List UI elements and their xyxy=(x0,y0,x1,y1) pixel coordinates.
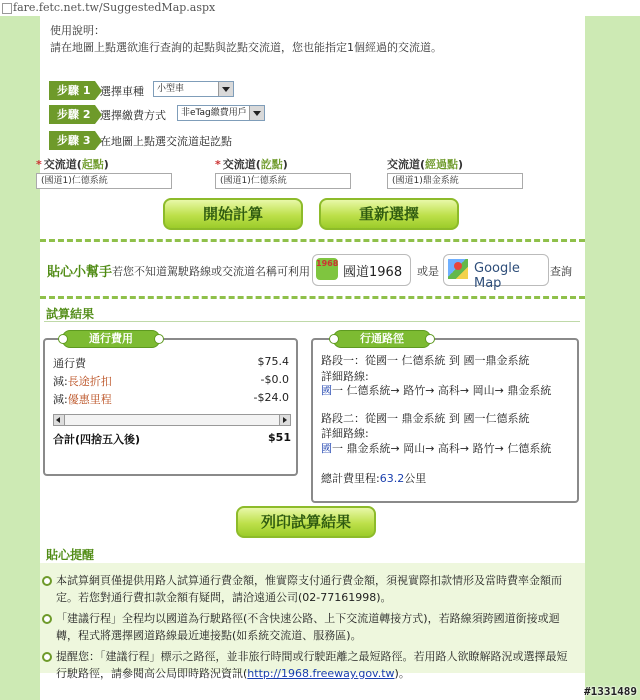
payment-method-select[interactable] xyxy=(177,105,265,121)
end-interchange-input[interactable]: (國道1)仁德系統 xyxy=(215,173,351,189)
bullet-icon xyxy=(42,576,52,586)
fee-panel xyxy=(43,338,298,476)
vehicle-type-select[interactable] xyxy=(153,81,234,97)
fee-row-discount-mileage: 減:優惠里程 -$24.0 xyxy=(53,391,289,406)
fee-total-row xyxy=(53,431,291,447)
freeway-info-link[interactable]: http://1968.freeway.gov.tw xyxy=(247,667,395,680)
results-title: 試算結果 xyxy=(46,307,95,321)
tip-item: 「建議行程」全程均以國道為行駛路徑(不含快速公路、上下交流道轉接方式)，若路線須跨國道銜接或迴轉，程式將選擇國道路線最近連接點(如系統交流道、服務區)。 xyxy=(56,610,576,644)
route-detail-2: 國一 鼎金系統→ 岡山→ 高科→ 路竹→ 仁德系統 xyxy=(321,442,552,455)
divider xyxy=(40,239,585,242)
route-segment-2: 路段二：從國一 鼎金系統 到 國一仁德系統 xyxy=(321,412,530,425)
bullet-icon xyxy=(42,614,52,624)
bullet-icon xyxy=(42,652,52,662)
or-text: 或是 xyxy=(417,265,439,278)
discount-mileage-link[interactable]: 優惠里程 xyxy=(67,393,112,406)
total-label: 合計(四捨五入後) xyxy=(53,433,141,446)
route-distance: 總計費里程:63.2公里 xyxy=(321,472,427,485)
step-1-badge: 步驟 1 xyxy=(49,81,95,100)
dropdown-arrow-icon[interactable] xyxy=(218,82,233,96)
route-panel xyxy=(311,338,579,503)
dropdown-arrow-icon[interactable] xyxy=(249,106,264,120)
start-interchange-input[interactable]: (國道1)仁德系統 xyxy=(36,173,172,189)
url-text[interactable]: fare.fetc.net.tw/SuggestedMap.aspx xyxy=(13,1,216,14)
horizontal-scrollbar[interactable] xyxy=(53,414,291,426)
address-bar[interactable] xyxy=(0,0,640,16)
highway-1968-button[interactable] xyxy=(312,254,411,286)
vehicle-type-value: 小型車 xyxy=(157,84,185,94)
fee-row-long-distance: 減:長途折扣 -$0.0 xyxy=(53,373,289,388)
step-2-label: 選擇繳費方式 xyxy=(100,109,166,122)
route-detail-label-1: 詳細路線: xyxy=(321,370,369,383)
fee-panel-header: 通行費用 xyxy=(62,330,160,348)
route-detail-label-2: 詳細路線: xyxy=(321,427,369,440)
instructions-text: 請在地圖上點選欲進行查詢的起點與訖點交流道，您也能指定1個經過的交流道。 xyxy=(50,41,442,54)
payment-method-value: 非eTag繳費用戶 xyxy=(181,108,247,118)
calculate-button[interactable]: 開始計算 xyxy=(163,198,303,230)
print-results-button[interactable]: 列印試算結果 xyxy=(236,506,376,538)
tips-box xyxy=(40,563,585,680)
google-map-label: Google Map xyxy=(474,261,520,291)
helper-title: 貼心小幫手 xyxy=(47,265,113,280)
step-3-badge: 步驟 3 xyxy=(49,131,95,150)
route-panel-header: 行通路徑 xyxy=(333,330,431,348)
fee-label: 通行費 xyxy=(53,357,86,370)
tip-item: 提醒您：「建議行程」標示之路徑，並非旅行時間或行駛距離之最短路徑。若用路人欲瞭解路況或選擇最短行駛路徑，請參閱高公局即時路況資訊(http://1968.freeway.gov.tw)。 xyxy=(56,648,576,682)
query-text: 查詢 xyxy=(550,265,572,278)
route-segment-1: 路段一：從國一 仁德系統 到 國一鼎金系統 xyxy=(321,354,530,367)
fee-value: -$0.0 xyxy=(260,373,289,386)
tip-item: 本試算網頁僅提供用路人試算通行費金額，惟實際支付通行費金額，須視實際扣款情形及當時費率金額而定。若您對通行費扣款金額有疑問，請洽遠通公司(02-77161998)。 xyxy=(56,572,576,606)
highway-1968-logo-icon: 1968 xyxy=(316,258,338,280)
end-interchange-label: * 交流道(訖點) xyxy=(215,158,288,171)
long-distance-discount-link[interactable]: 長途折扣 xyxy=(67,375,112,388)
step-1-label: 選擇車種 xyxy=(100,85,144,98)
page-icon xyxy=(2,3,12,14)
google-map-logo-icon xyxy=(448,259,468,279)
reset-button[interactable]: 重新選擇 xyxy=(319,198,459,230)
step-3-label: 在地圖上點選交流道起訖點 xyxy=(100,135,232,148)
scroll-left-icon[interactable] xyxy=(54,415,65,425)
total-value: $51 xyxy=(268,431,291,444)
highway-1968-label: 國道1968 xyxy=(343,265,403,280)
fee-value: -$24.0 xyxy=(253,391,289,404)
via-interchange-label: 交流道(經過點) xyxy=(387,158,464,171)
start-interchange-label: * 交流道(起點) xyxy=(36,158,109,171)
scroll-right-icon[interactable] xyxy=(279,415,290,425)
fee-row-toll xyxy=(53,355,289,371)
via-interchange-input[interactable]: (國道1)鼎金系統 xyxy=(387,173,523,189)
fee-value: $75.4 xyxy=(257,355,289,368)
helper-text: 若您不知道駕駛路線或交流道名稱可利用 xyxy=(112,265,310,278)
step-2-badge: 步驟 2 xyxy=(49,105,95,124)
google-map-button[interactable] xyxy=(443,254,549,291)
results-underline xyxy=(44,321,580,322)
watermark: #1331489 xyxy=(584,685,637,698)
tips-title: 貼心提醒 xyxy=(46,548,95,562)
instructions-title: 使用說明： xyxy=(50,24,105,37)
page-content xyxy=(36,16,585,700)
divider xyxy=(40,296,585,299)
route-detail-1: 國一 仁德系統→ 路竹→ 高科→ 岡山→ 鼎金系統 xyxy=(321,384,552,397)
